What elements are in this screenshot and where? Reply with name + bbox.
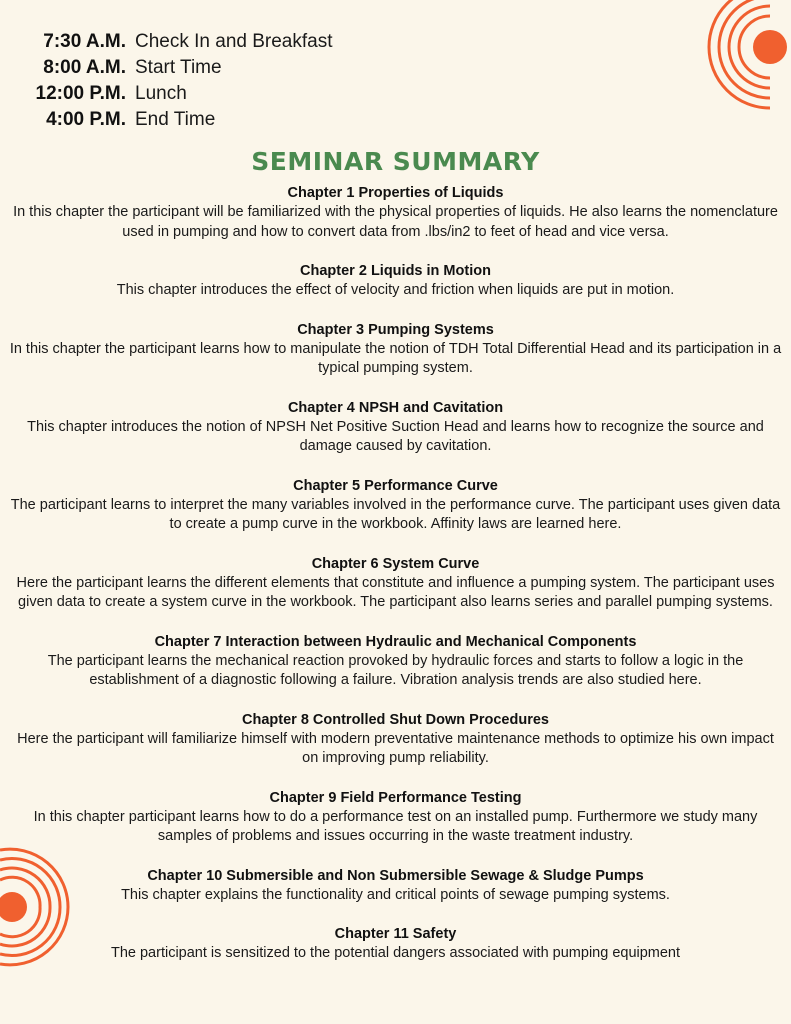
chapter-title: Chapter 2 Liquids in Motion: [300, 263, 491, 279]
chapter-item: [0, 398, 791, 457]
chapter-description: This chapter introduces the effect of velocity and friction when liquids are put in motion.: [116, 282, 675, 298]
chapter-description: Here the participant learns the different elements that constitute and influence a pumping system. The participant uses given data to create a system curve in the workbook. The participant also learns series and parallel pumping systems.: [16, 574, 775, 610]
chapter-list: [0, 183, 791, 983]
chapter-item: [0, 554, 791, 613]
chapter-item: [0, 476, 791, 535]
schedule-time: 12:00 P.M.: [35, 83, 126, 104]
chapter-item: [0, 261, 791, 301]
chapter-description: Here the participant will familiarize himself with modern preventative maintenance methods to optimize his own impact on improving pump reliability.: [17, 730, 774, 766]
chapter-title: Chapter 9 Field Performance Testing: [269, 789, 522, 806]
chapter-item: [0, 788, 791, 847]
chapter-description: The participant is sensitized to the potential dangers associated with pumping equipment: [110, 945, 681, 961]
page-title: SEMINAR SUMMARY: [251, 147, 540, 176]
chapter-item: [0, 866, 791, 906]
chapter-description: In this chapter participant learns how to do a performance test on an installed pump. Furthermore we study many samples of problems and issues occurring in the waste treatment industry.: [33, 808, 758, 844]
chapter-item: [0, 632, 791, 691]
chapter-description: In this chapter the participant learns how to manipulate the notion of TDH Total Differential Head and its participation in a typical pumping system.: [9, 340, 782, 376]
schedule-row: [0, 81, 400, 107]
schedule-label: Start Time: [135, 57, 222, 78]
schedule-label: End Time: [135, 109, 216, 130]
schedule-time: 7:30 A.M.: [43, 31, 126, 52]
chapter-item: [0, 320, 791, 379]
schedule-row: [0, 29, 400, 55]
chapter-title: Chapter 10 Submersible and Non Submersible Sewage & Sludge Pumps: [147, 867, 644, 884]
chapter-description: The participant learns the mechanical reaction provoked by hydraulic forces and starts to follow a logic in the establishment of a diagnostic following a failure. Vibration analysis trends are also studied here.: [47, 652, 744, 688]
chapter-title: Chapter 11 Safety: [334, 926, 457, 942]
sunburst-arcs-icon-top-right: [700, 0, 791, 115]
schedule-time: 8:00 A.M.: [43, 57, 126, 78]
schedule-row: [0, 107, 400, 133]
chapter-title: Chapter 8 Controlled Shut Down Procedures: [242, 711, 549, 728]
chapter-description: The participant learns to interpret the many variables involved in the performance curve. The participant uses given data to create a pump curve in the workbook. Affinity laws are learned here.: [10, 496, 781, 532]
chapter-title: Chapter 5 Performance Curve: [293, 477, 498, 494]
chapter-description: This chapter introduces the notion of NPSH Net Positive Suction Head and learns how to recognize the source and damage caused by cavitation.: [27, 418, 764, 454]
chapter-item: [0, 710, 791, 769]
chapter-description: This chapter explains the functionality and critical points of sewage pumping systems.: [121, 886, 670, 903]
chapter-item: [0, 924, 791, 964]
chapter-title: Chapter 1 Properties of Liquids: [287, 185, 504, 201]
chapter-item: [0, 183, 791, 242]
chapter-title: Chapter 3 Pumping Systems: [297, 321, 494, 338]
schedule: [0, 29, 400, 133]
schedule-label: Lunch: [135, 83, 187, 104]
schedule-row: [0, 55, 400, 81]
schedule-label: Check In and Breakfast: [135, 31, 333, 52]
chapter-title: Chapter 4 NPSH and Cavitation: [287, 399, 504, 416]
chapter-title: Chapter 7 Interaction between Hydraulic and Mechanical Components: [154, 633, 637, 650]
chapter-title: Chapter 6 System Curve: [311, 555, 480, 572]
chapter-description: In this chapter the participant will be familiarized with the physical properties of liquids. He also learns the nomenclature used in pumping and how to convert data from .lbs/in2 to feet of head and vice versa.: [13, 204, 778, 240]
schedule-time: 4:00 P.M.: [46, 109, 126, 130]
